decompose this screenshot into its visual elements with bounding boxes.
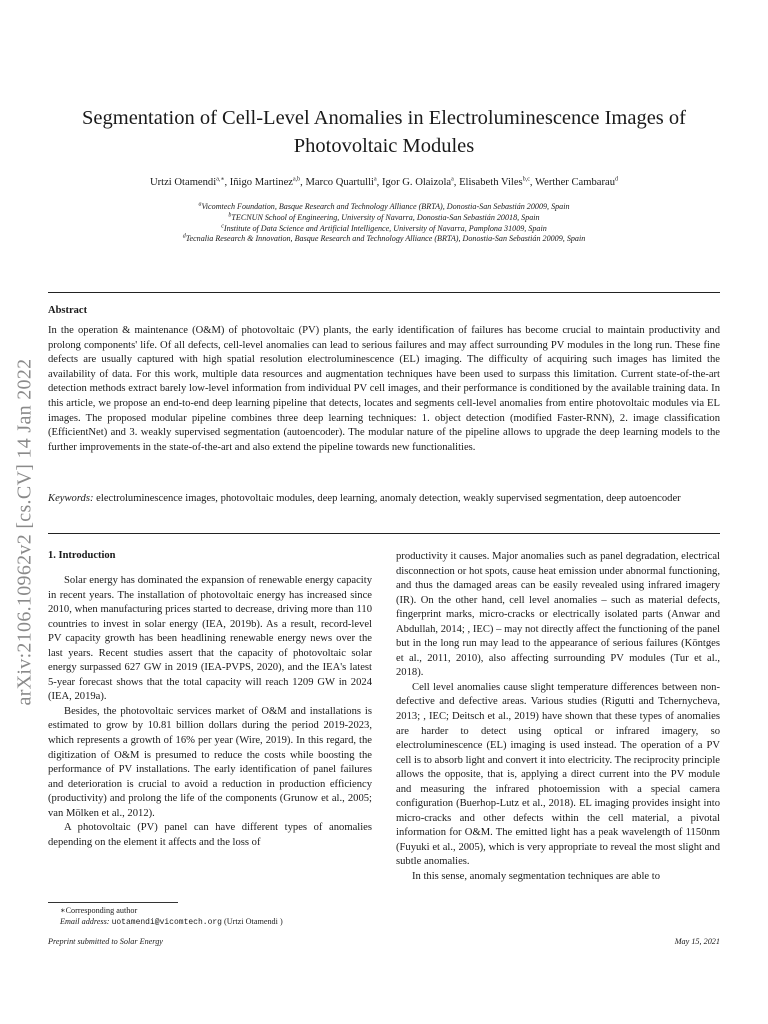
arxiv-stamp [8, 322, 42, 742]
section-heading-introduction: 1. Introduction [48, 550, 116, 561]
left-column [48, 574, 372, 850]
keywords-label: Keywords: [48, 493, 94, 504]
keywords-text: electroluminescence images, photovoltaic modules, deep learning, anomaly detection, weakly supervised segmentation, deep autoencoder [96, 493, 681, 504]
author: Werther Cambarau$^d$ [534, 176, 619, 188]
author: Elisabeth Viles$^{b,c}$ [459, 176, 530, 188]
author: Iñigo Martinez$^{a,b}$ [229, 176, 301, 188]
affiliation: $^b$TECNUN School of Engineering, University of Navarra, Donostia-San Sebastián 20018, Spain [228, 212, 540, 222]
paragraph: In this sense, anomaly segmentation techniques are able to [412, 871, 660, 883]
title-line-2: Photovoltaic Modules [293, 135, 475, 157]
paragraph: Besides, the photovoltaic services market of O&M and installations is estimated to grow by 10.81 billion dollars during the period 2019-2023, which represents a growth of 16% per year (Wire, 2019). In this regard, the digitization of O&M is presumed to reduce the costs while boosting the performance of PV installations. The early identification of panel failures and deterioration is crucial to avoid a reduction in production efficiency (productivity) and prolong the life of the components (Grunow et al., 2005; van Mölken et al., 2012). [48, 705, 372, 819]
author: Igor G. Olaizola$^a$ [381, 176, 454, 188]
email-link[interactable]: uotamendi@vicomtech.org [111, 918, 222, 928]
affiliation: $^d$Tecnalia Research & Innovation, Basque Research and Technology Alliance (BRTA), Donostia-San Sebastián 20009, Spain [182, 233, 586, 244]
footnote [60, 905, 283, 928]
title-line-1: Segmentation of Cell-Level Anomalies in Electroluminescence Images of [82, 107, 686, 129]
keywords [48, 492, 720, 507]
author: Urtzi Otamendi$^{a,∗}$ [149, 176, 225, 188]
affiliation: $^a$Vicomtech Foundation, Basque Research and Technology Alliance (BRTA), Donostia-San Sebastián 20009, Spain [198, 201, 570, 211]
corresponding-author-note: ∗Corresponding author [60, 906, 138, 915]
author: Marco Quartulli$^a$ [305, 176, 377, 188]
paragraph: A photovoltaic (PV) panel can have different types of anomalies depending on the element it affects and the loss of [48, 822, 372, 848]
page-date: May 15, 2021 [674, 937, 720, 946]
right-column [396, 550, 720, 885]
affiliation: $^c$Institute of Data Science and Artificial Intelligence, University of Navarra, Pamplona 31009, Spain [221, 222, 547, 233]
email-line: Email address: uotamendi@vicomtech.org (Urtzi Otamendi ) [60, 917, 283, 928]
footnote-rule [48, 902, 178, 903]
preprint-note: Preprint submitted to Solar Energy [48, 937, 163, 946]
paragraph: Solar energy has dominated the expansion of renewable energy capacity in recent years. The installation of photovoltaic energy has increased since 2010, when manufacturing prices started to decrease, driving more than 110 countries to invest in solar energy (IEA, 2019b). As a result, record-level PV capacity growth has been headlining renewable energy news over the last years. Recent studies assert that the capacity of photovoltaic solar energy surpassed 627 GW in 2019 (IEA-PVPS, 2020), and the IEA's latest 5-year forecast shows that the total capacity will reach 1209 GW in 2024 (IEA, 2019a). [48, 575, 372, 703]
abstract-bottom-rule [48, 533, 720, 534]
paragraph: productivity it causes. Major anomalies such as panel degradation, electrical disconnection or hot spots, cause heat emission under abnormal functioning, and thus the damaged areas can be easily revealed using infrared imagery (IR). On the other hand, cell level anomalies – such as material defects, fingerprint marks, micro-cracks or electrically isolated parts (Anwar and Abdullah, 2014; , IEC) – may not directly affect the functioning of the panel but in the long run may lead to the appearance of serious failures (Köntges et al., 2011, 2010), also affecting surrounding PV modules (Tur et al., 2018). [396, 551, 720, 679]
paper-title [40, 104, 728, 160]
abstract-text: In the operation & maintenance (O&M) of photovoltaic (PV) plants, the early identification of failures has become crucial to maintain productivity and prolong components' life. Of all defects, cell-level anomalies can lead to serious failures and may affect surrounding PV modules in the long run. These fine defects are usually captured with high spatial resolution electroluminescence (EL) imaging. The difficulty of acquiring such images has limited the availability of data. For this work, multiple data resources and augmentation techniques have been used to surpass this limitation. Current state-of-the-art detection methods extract barely low-level information from individual PV cell images, and their performance is conditioned by the available training data. In this article, we propose an end-to-end deep learning pipeline that detects, locates and segments cell-level anomalies from entire photovoltaic modules via EL images. The proposed modular pipeline combines three deep learning techniques: 1. object detection (modified Faster-RNN), 2. image classification (EfficientNet) and 3. weakly supervised segmentation (autoencoder). The modular nature of the pipeline allows to upgrade the deep learning models to the further improvements in the state-of-the-art and also extend the pipeline towards new functionalities. [48, 325, 720, 453]
affiliation-list [60, 202, 708, 245]
arxiv-stamp-text: arXiv:2106.10962v2 [cs.CV] 14 Jan 2022 [13, 358, 36, 706]
abstract-heading: Abstract [48, 305, 88, 316]
author-list: Urtzi Otamendi$^{a,∗}$, Iñigo Martinez$^{a,b}$, Marco Quartulli$^a$, Igor G. Olaizola$^a$, Elisabeth Viles$^{b,c}$, Werther Cambarau$^d$ [149, 176, 619, 188]
paragraph: Cell level anomalies cause slight temperature differences between non-defective and defective areas. Various studies (Rigutti and Tchernycheva, 2013; , IEC; Deitsch et al., 2019) have shown that these types of anomalies are harder to detect using optical or infrared imagery, so electroluminescence (EL) imaging is used instead. The operation of a PV cell is to absorb light and convert it into electricity. The reciprocity principle allows the opposite, that is, applying a direct current into the PV module and measuring the infrared photoemission with a special camera configuration (Buerhop-Lutz et al., 2018). EL imaging provides insight into micro-cracks and other defects within the cell material, a pivotal information for O&M. The emitted light has a peak wavelength of 1150nm (Fuyuki et al., 2005), which is very appropriate to reveal the most slight and subtle anomalies. [396, 681, 720, 868]
abstract-top-rule [48, 292, 720, 293]
